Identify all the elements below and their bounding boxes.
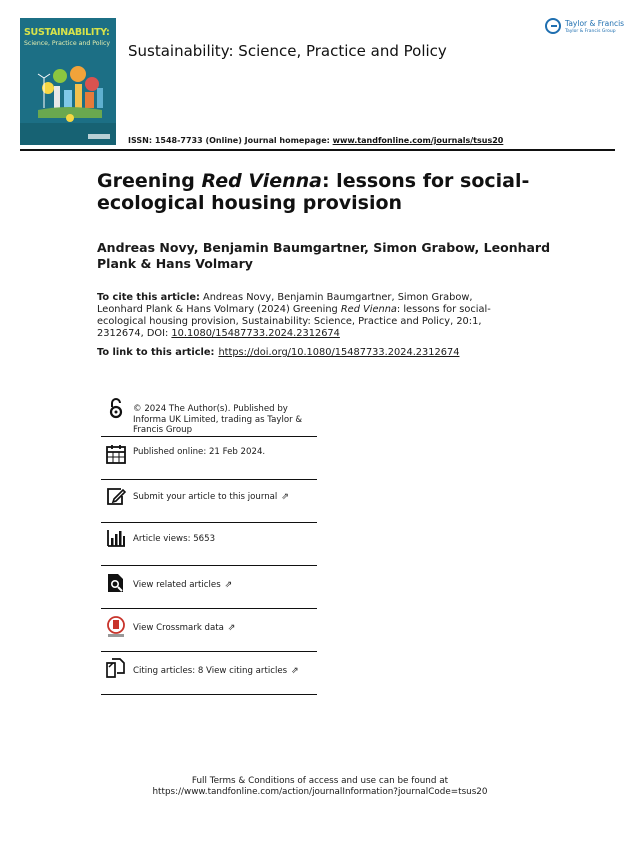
citing-block[interactable] — [101, 652, 317, 695]
cite-text-italic: Red Vienna — [340, 304, 397, 315]
divider — [101, 694, 317, 696]
title-part-2: : lessons for social-ecological housing provision — [97, 170, 530, 214]
cite-label: To cite this article: — [97, 292, 200, 303]
cover-title: SUSTAINABILITY: — [24, 27, 110, 38]
crossmark-text: View Crossmark data — [133, 623, 224, 633]
publisher-logo-icon — [545, 18, 561, 34]
open-access-text: © 2024 The Author(s). Published by Informa UK Limited, trading as Taylor & Francis Group — [133, 404, 303, 435]
journal-cover-image — [20, 18, 116, 145]
cover-publisher-logo — [88, 134, 110, 139]
citing-articles-link[interactable] — [133, 666, 299, 677]
related-articles-link[interactable] — [133, 580, 232, 591]
citing-text: Citing articles: 8 View citing articles — [133, 666, 288, 676]
header-divider — [20, 149, 615, 151]
search-document-icon — [105, 572, 127, 594]
open-access-block — [101, 398, 317, 437]
external-link-icon: ⇗ — [281, 492, 289, 502]
views-block — [101, 523, 317, 566]
article-doi-url[interactable]: https://doi.org/10.1080/15487733.2024.2312674 — [218, 347, 460, 358]
article-views: Article views: 5653 — [133, 534, 216, 544]
journal-homepage-link[interactable]: www.tandfonline.com/journals/tsus20 — [332, 136, 504, 145]
footer-line-1: Full Terms & Conditions of access and use can be found at — [191, 776, 449, 786]
article-authors: Andreas Novy, Benjamin Baumgartner, Simon Grabow, Leonhard Plank & Hans Volmary — [97, 240, 551, 271]
issn-line — [128, 136, 503, 145]
title-part-italic: Red Vienna — [201, 170, 322, 192]
copy-documents-icon — [105, 657, 127, 679]
journal-name: Sustainability: Science, Practice and Policy — [128, 42, 447, 60]
publisher-group: Taylor & Francis Group — [565, 29, 616, 34]
terms-footer — [0, 776, 640, 798]
link-label: To link to this article: — [97, 347, 215, 358]
cover-subtitle: Science, Practice and Policy — [24, 40, 111, 47]
edit-icon — [105, 485, 127, 507]
citation-block — [97, 292, 507, 340]
article-title — [97, 170, 567, 214]
submit-text: Submit your article to this journal — [133, 492, 278, 502]
cite-doi-link[interactable]: 10.1080/15487733.2024.2312674 — [171, 328, 340, 339]
issn-text: ISSN: 1548-7733 (Online) Journal homepage: — [128, 136, 333, 145]
related-text: View related articles — [133, 580, 221, 590]
footer-terms-url[interactable]: https://www.tandfonline.com/action/journalInformation?journalCode=tsus20 — [152, 787, 488, 797]
title-part-1: Greening — [97, 170, 202, 192]
submit-article-link[interactable] — [133, 492, 289, 503]
crossmark-link[interactable] — [133, 623, 235, 634]
cite-text-1: Andreas Novy, Benjamin Baumgartner, Simon Grabow, Leonhard Plank & Hans Volmary (2024) Greening — [97, 292, 473, 315]
external-link-icon: ⇗ — [291, 666, 299, 676]
publisher-name: Taylor & Francis — [565, 19, 625, 28]
external-link-icon: ⇗ — [227, 623, 236, 633]
calendar-icon — [105, 443, 127, 465]
submit-block[interactable] — [101, 480, 317, 523]
publisher-logo — [545, 17, 625, 39]
bar-chart-icon — [105, 527, 127, 549]
open-access-icon — [105, 398, 127, 420]
external-link-icon: ⇗ — [224, 580, 233, 590]
article-link-line — [97, 347, 459, 358]
published-block — [101, 437, 317, 480]
crossmark-block[interactable] — [101, 609, 317, 652]
related-block[interactable] — [101, 566, 317, 609]
cite-text-2: : lessons for social-ecological housing provision, Sustainability: Science, Practice and Policy, 20:1, 2312674, DOI: — [97, 304, 491, 339]
published-date: Published online: 21 Feb 2024. — [133, 447, 266, 457]
crossmark-icon — [105, 616, 127, 638]
